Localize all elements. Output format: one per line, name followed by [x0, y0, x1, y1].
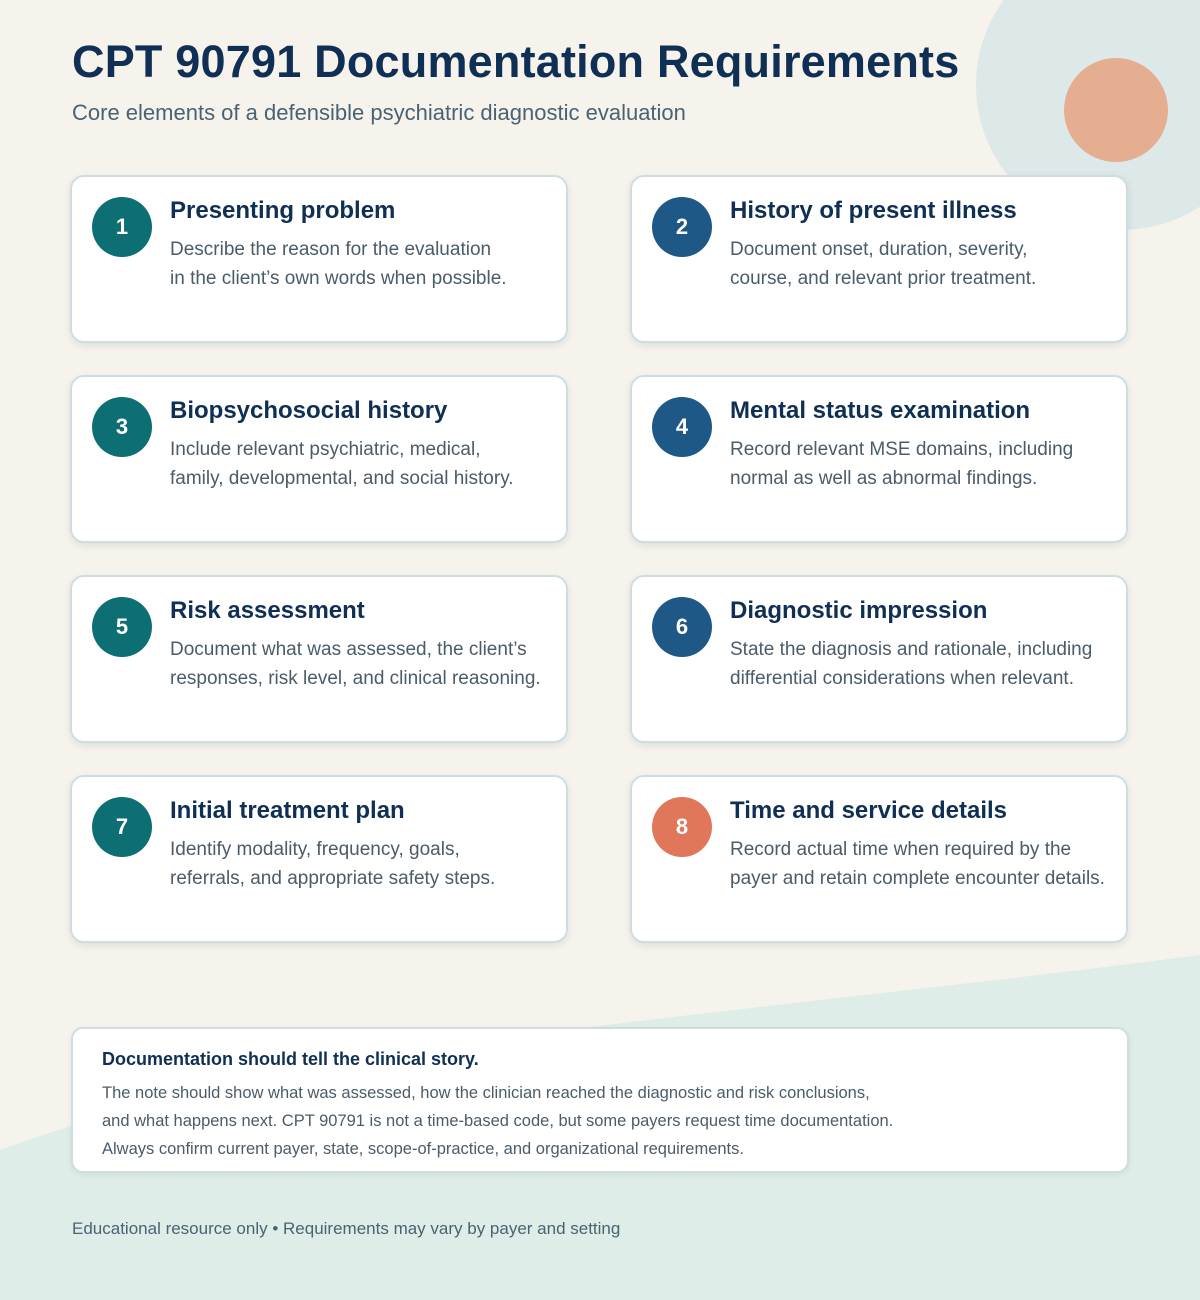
card-title: History of present illness — [730, 197, 1017, 224]
note-title: Documentation should tell the clinical story. — [102, 1049, 479, 1069]
page-subtitle: Core elements of a defensible psychiatric diagnostic evaluation — [72, 100, 686, 125]
requirement-card — [630, 375, 1128, 543]
requirement-card — [70, 175, 568, 343]
requirement-card — [70, 775, 568, 943]
requirement-card — [630, 575, 1128, 743]
requirement-card — [70, 375, 568, 543]
note-text-line: The note should show what was assessed, how the clinician reached the diagnostic and risk conclusions, — [102, 1084, 870, 1102]
card-title: Diagnostic impression — [730, 597, 988, 624]
page-title: CPT 90791 Documentation Requirements — [72, 36, 960, 87]
requirement-card — [630, 175, 1128, 343]
step-number-badge: 8 — [652, 797, 712, 857]
step-number-badge: 5 — [92, 597, 152, 657]
card-title: Time and service details — [730, 797, 1008, 824]
card-title: Initial treatment plan — [170, 797, 405, 824]
requirement-card — [70, 575, 568, 743]
note-text-line: and what happens next. CPT 90791 is not a time-based code, but some payers request time documentation. — [102, 1112, 894, 1130]
step-number-badge: 2 — [652, 197, 712, 257]
step-number-badge: 7 — [92, 797, 152, 857]
card-description: Include relevant psychiatric, medical, family, developmental, and social history. — [170, 439, 514, 489]
step-number-badge: 1 — [92, 197, 152, 257]
step-number-badge: 3 — [92, 397, 152, 457]
card-description: State the diagnosis and rationale, including differential considerations when relevant. — [730, 639, 1093, 689]
footer-disclaimer: Educational resource only • Requirements may vary by payer and setting — [72, 1219, 621, 1238]
card-description: Document what was assessed, the client’s responses, risk level, and clinical reasoning. — [170, 639, 541, 689]
clinical-story-note — [71, 1027, 1129, 1173]
card-description: Record relevant MSE domains, including normal as well as abnormal findings. — [730, 439, 1074, 489]
note-text-line: Always confirm current payer, state, scope-of-practice, and organizational requirements. — [102, 1140, 744, 1158]
card-description: Describe the reason for the evaluation in the client’s own words when possible. — [170, 239, 507, 289]
card-title: Risk assessment — [170, 597, 365, 624]
card-title: Presenting problem — [170, 197, 396, 224]
card-description: Identify modality, frequency, goals, referrals, and appropriate safety steps. — [170, 839, 496, 889]
card-description: Record actual time when required by the payer and retain complete encounter details. — [730, 839, 1105, 889]
requirement-card — [630, 775, 1128, 943]
card-title: Mental status examination — [730, 397, 1031, 424]
card-title: Biopsychosocial history — [170, 397, 448, 424]
step-number-badge: 4 — [652, 397, 712, 457]
step-number-badge: 6 — [652, 597, 712, 657]
card-description: Document onset, duration, severity, course, and relevant prior treatment. — [730, 239, 1037, 289]
